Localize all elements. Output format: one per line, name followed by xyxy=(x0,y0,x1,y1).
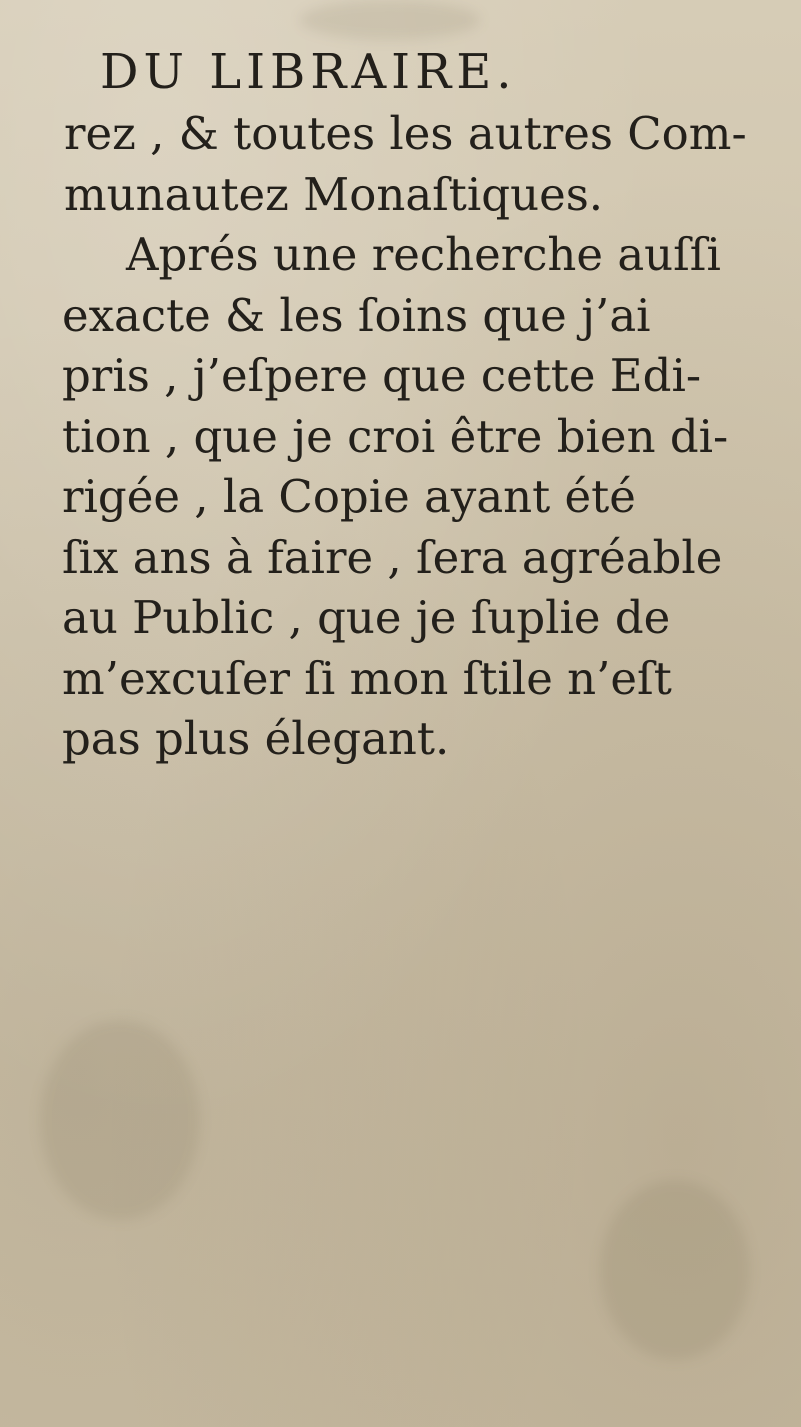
page-text xyxy=(62,40,752,770)
text-line: au Public , que je ſuplie de xyxy=(62,591,671,644)
text-line: rigée , la Copie ayant été xyxy=(62,470,636,523)
text-line: rez , & toutes les autres Com- xyxy=(64,107,747,160)
running-head: DU LIBRAIRE. xyxy=(100,44,517,100)
text-line: m’excuſer ſi mon ſtile n’eſt xyxy=(62,651,672,705)
text-line: munautez Monaſtiques. xyxy=(64,167,604,221)
paper-stain xyxy=(600,1180,750,1360)
paper-stain xyxy=(40,1020,200,1220)
text-line: pas plus élegant. xyxy=(62,712,450,765)
paragraph-start-line: Aprés une recherche auſſi xyxy=(126,228,721,281)
paper-stain xyxy=(300,0,480,40)
text-line: exacte & les ſoins que j’ai xyxy=(62,288,651,342)
text-line: ſix ans à faire , ſera agréable xyxy=(62,530,723,584)
text-line: pris , j’eſpere que cette Edi- xyxy=(62,349,702,402)
text-line: tion , que je croi être bien di- xyxy=(62,409,729,463)
